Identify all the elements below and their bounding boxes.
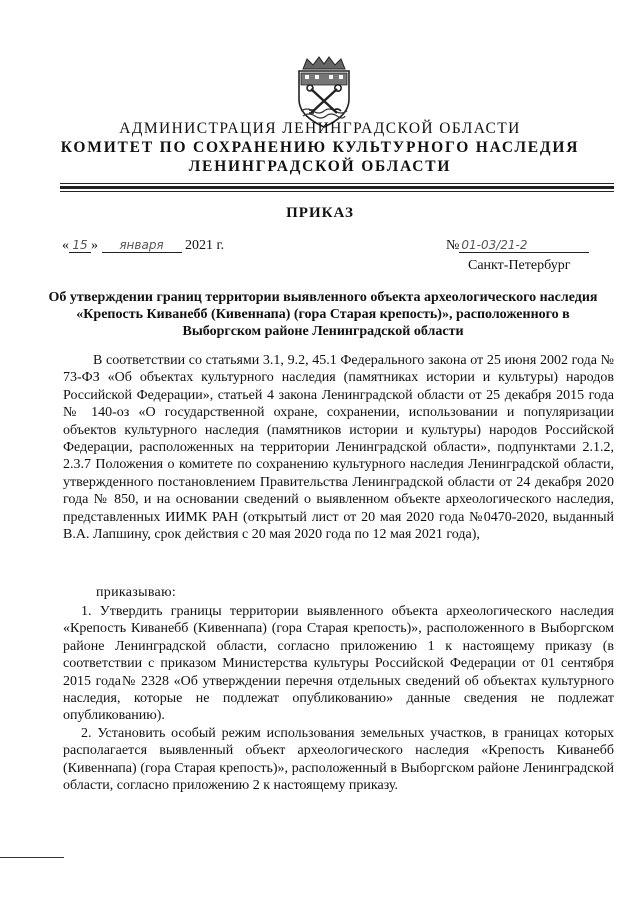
header-divider [60,183,614,184]
order-items [63,603,614,794]
date-year: 2021 г. [185,238,225,253]
date-quote-open: « [62,238,69,253]
preamble-paragraph: В соответствии со статьями 3.1, 9.2, 45.1 Федерального закона от 25 июня 2002 года № 73-ФЗ «Об объектах культурного наследия (памятниках истории и культуры) народов Российской Федерации», статьей 4 закона Ленинградской области от 25 декабря 2015 года № 140-оз «О государственной охране, сохранении, использовании и популяризации объектов культурного наследия (памятников истории и культуры) народов Российской Федерации, расположенных на территории Ленинградской области», подпунктами 2.1.2, 2.3.7 Положения о комитете по сохранению культурного наследия Ленинградской области, утвержденного постановлением Правительства Ленинградской области от 24 декабря 2020 года № 850, и на основании сведений о выявленном объекте археологического наследия, представленных ИИМК РАН (открытый лист от 20 мая 2020 года №0470-2020, выданный В.А. Лапшину, срок действия с 20 мая 2020 года по 12 мая 2021 года), [63,353,614,543]
order-date [62,238,224,254]
order-city: Санкт-Петербург [468,258,571,273]
footnote-divider [0,857,64,858]
order-item-2: 2. Установить особый режим использования земельных участков, в границах которых располагается выявленный объект археологического наследия «Крепость Киванебб (Кивеннапа) (гора Старая крепость)», расположенный в Выборгском районе Ленинградской области, согласно приложению 2 к настоящему приказу. [63,725,614,794]
date-day: 15 [69,238,91,253]
coat-of-arms-icon [293,55,355,129]
header-divider [60,186,614,189]
number-sign: № [446,238,460,253]
number-value: 01-03/21-2 [459,238,589,253]
org-name-administration: АДМИНИСТРАЦИЯ ЛЕНИНГРАДСКОЙ ОБЛАСТИ [119,120,521,137]
preamble-block [63,352,614,543]
date-quote-close: » [91,238,98,253]
order-verb: приказываю: [96,585,177,600]
org-name-region: ЛЕНИНГРАДСКОЙ ОБЛАСТИ [188,158,452,175]
order-number [446,238,589,254]
date-month: января [102,238,182,253]
order-item-1: 1. Утвердить границы территории выявленного объекта археологического наследия «Крепость Киванебб (Кивеннапа) (гора Старая крепость)», расположенного в Выборгском районе Ленинградской области, согласно приложению 1 к настоящему приказу (в соответствии с приказом Министерства культуры Российской Федерации от 01 сентября 2015 года№ 2328 «Об утверждении перечня отдельных сведений об объектах культурного наследия, которые не подлежат опубликованию» данные сведения не подлежат опубликованию). [63,604,614,724]
org-name-committee: КОМИТЕТ ПО СОХРАНЕНИЮ КУЛЬТУРНОГО НАСЛЕДИЯ [60,139,580,156]
document-title: Об утверждении границ территории выявленного объекта археологического наследия «Крепость Киванебб (Кивеннапа) (гора Старая крепость)», расположенного в Выборгском районе Ленинградской области [48,290,598,339]
order-heading: ПРИКАЗ [286,205,354,221]
header-divider [60,191,614,192]
